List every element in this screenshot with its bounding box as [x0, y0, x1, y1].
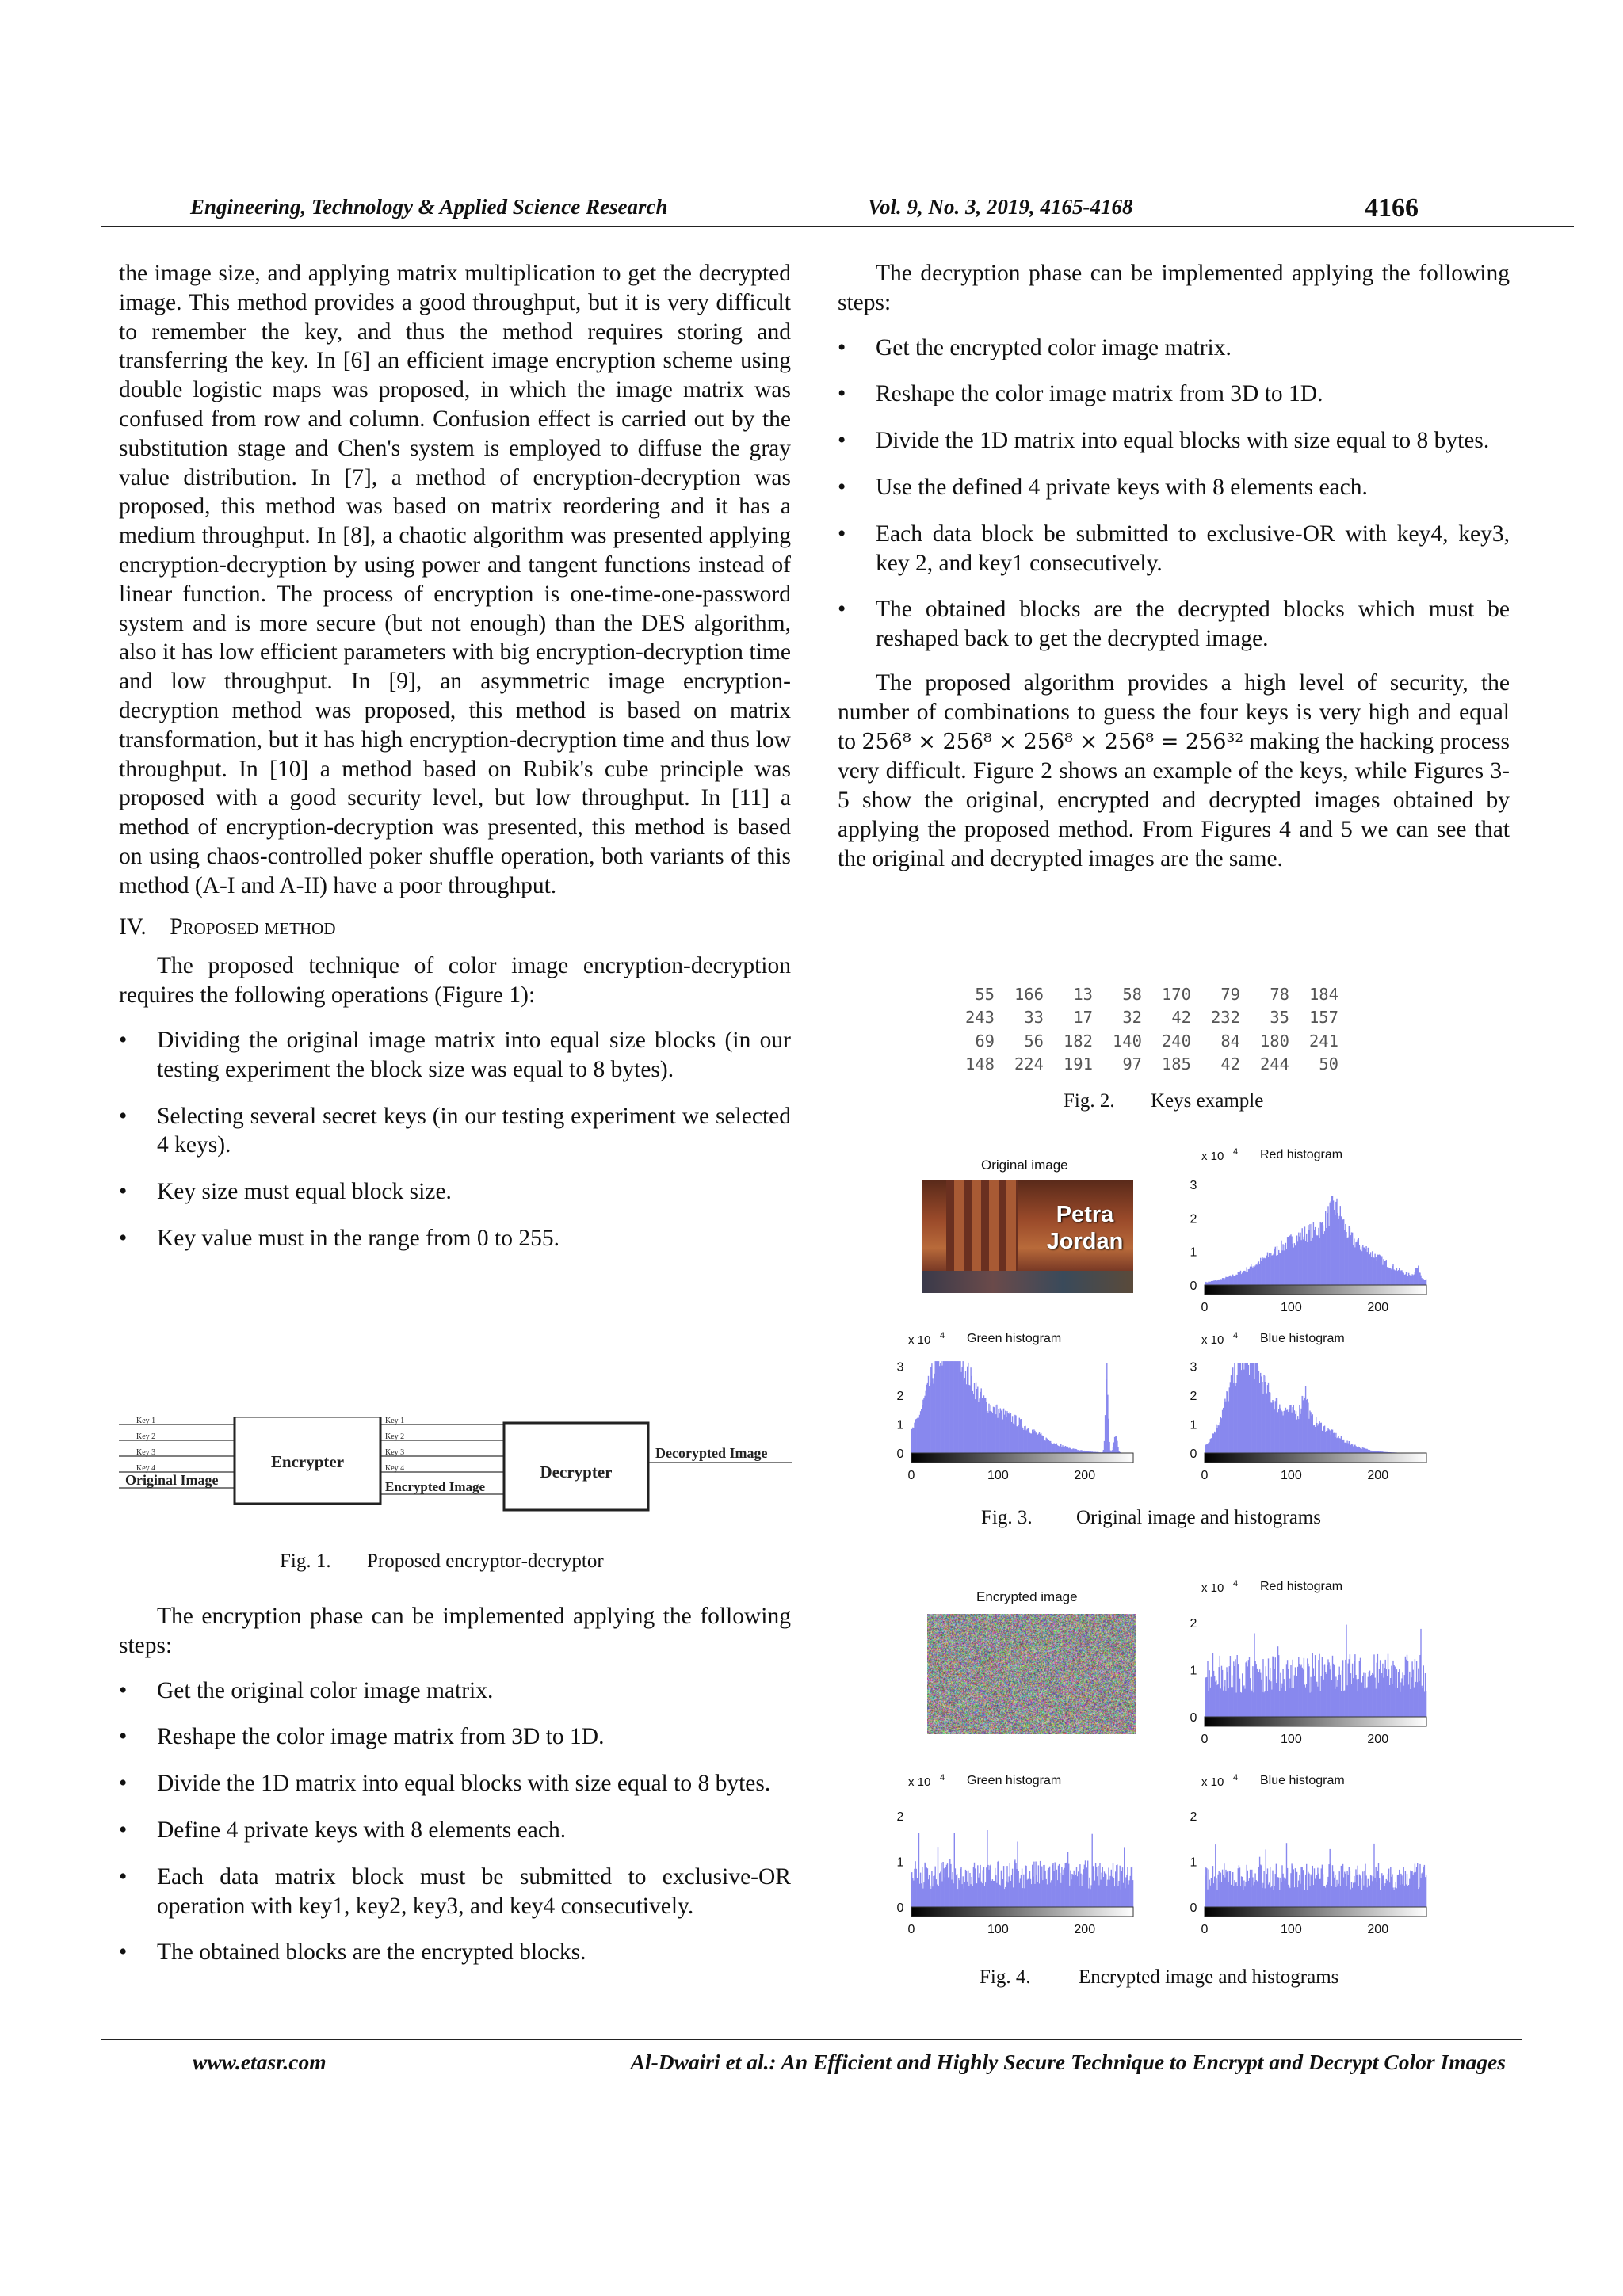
histogram-bars: [1205, 1196, 1426, 1285]
bullet-item: [838, 426, 1510, 456]
decrypted-image-label: Decorypted Image: [655, 1445, 768, 1461]
y-tick-label: 1: [896, 1418, 904, 1432]
bullet-dot: •: [838, 381, 846, 407]
bullet-item: [838, 379, 1510, 409]
intensity-colorbar: [911, 1907, 1133, 1917]
bullet-text: The obtained blocks are the encrypted blocks.: [157, 1939, 586, 1966]
y-tick-label: 0: [1190, 1901, 1197, 1915]
bullet-text: Reshape the color image matrix from 3D to 1D.: [876, 381, 1323, 407]
intensity-colorbar: [1205, 1453, 1426, 1463]
bullet-item: [119, 1224, 791, 1253]
fig2-keys-table: [945, 982, 1338, 1076]
petra-jordan-text: [1041, 1201, 1128, 1255]
fig4-caption: [980, 1966, 1338, 1989]
x-tick-label: 0: [1201, 1301, 1209, 1314]
x-tick-label: 100: [1281, 1469, 1302, 1482]
fig1-caption: [280, 1550, 604, 1573]
key-value: 17: [1073, 1008, 1093, 1028]
bullet-dot: •: [119, 1724, 128, 1750]
footer-website: www.etasr.com: [193, 2050, 327, 2074]
histogram-bars: [911, 1361, 1133, 1453]
original-red-histogram: [1181, 1141, 1442, 1323]
key-value: 232: [1210, 1008, 1240, 1028]
key-value: 42: [1220, 1055, 1240, 1074]
bullet-dot: •: [119, 1225, 128, 1251]
intensity-colorbar: [1205, 1907, 1426, 1917]
bullet-text: The obtained blocks are the decrypted blocks which must be reshaped back to get the decrypted image.: [876, 597, 1510, 652]
scale-label: x 10: [1201, 1333, 1224, 1347]
bullet-text: Reshape the color image matrix from 3D to 1D.: [157, 1724, 605, 1750]
bullet-item: [838, 595, 1510, 654]
y-tick-label: 1: [896, 1855, 904, 1870]
x-tick-label: 0: [907, 1469, 915, 1482]
encrypter-label: Encrypter: [270, 1452, 345, 1471]
footer-citation: Al-Dwairi et al.: An Efficient and Highly Secure Technique to Encrypt and Decrypt Color Images: [630, 2050, 1506, 2074]
left-column: [119, 259, 791, 1253]
bullet-dot: •: [838, 521, 846, 547]
scale-label: x 10: [1201, 1581, 1224, 1595]
section-title: Proposed method: [170, 913, 336, 940]
key-value: 184: [1308, 984, 1338, 1004]
y-tick-label: 2: [1190, 1389, 1197, 1403]
key-value: 69: [975, 1031, 995, 1051]
bullet-text: Each data matrix block must be submitted to exclusive-OR operation with key1, key2, key3, and key4 consecutively.: [157, 1863, 791, 1919]
bullet-dot: •: [119, 1939, 128, 1966]
x-tick-label: 200: [1367, 1733, 1389, 1746]
bullet-dot: •: [119, 1103, 128, 1129]
y-tick-label: 3: [896, 1360, 904, 1375]
x-tick-label: 0: [1201, 1923, 1209, 1936]
right-para-2-start: The proposed algorithm provides a high level of security, the number of combinations to guess the four keys is very high and equal to: [838, 669, 1510, 754]
bullet-dot: •: [119, 1771, 128, 1797]
x-tick-label: 100: [1281, 1923, 1302, 1936]
key-value: 32: [1122, 1008, 1142, 1028]
scale-label: x 10: [908, 1775, 931, 1789]
key-value: 42: [1171, 1008, 1191, 1028]
key-value: 140: [1112, 1031, 1142, 1051]
encrypted-blue-histogram: [1181, 1767, 1442, 1945]
bullet-text: Key size must equal block size.: [157, 1179, 452, 1205]
x-tick-label: 200: [1074, 1469, 1096, 1482]
fig4-number: Fig. 4.: [980, 1966, 1031, 1988]
bullet-dot: •: [838, 428, 846, 454]
key-value: 182: [1063, 1031, 1093, 1051]
original-image-title: Original image: [981, 1158, 1068, 1173]
scale-exponent: 4: [940, 1773, 945, 1783]
bullet-item: [838, 473, 1510, 502]
bullet-text: Divide the 1D matrix into equal blocks with size equal to 8 bytes.: [876, 428, 1490, 454]
scale-label: x 10: [1201, 1775, 1224, 1789]
fig3-caption-text: Original image and histograms: [1076, 1507, 1321, 1528]
scale-exponent: 4: [1233, 1773, 1239, 1783]
page-number: 4166: [1365, 193, 1419, 223]
bullet-item: [119, 1026, 791, 1085]
bullet-item: [119, 1102, 791, 1161]
key-value: 79: [1220, 984, 1240, 1004]
jordan-word: Jordan: [1046, 1229, 1124, 1254]
fig3-caption: [981, 1507, 1321, 1529]
key3-label-right: Key 3: [385, 1448, 405, 1457]
fig2-number: Fig. 2.: [1064, 1090, 1115, 1112]
histogram-title: Red histogram: [1260, 1580, 1343, 1593]
bullet-dot: •: [119, 1817, 128, 1843]
histogram-title: Green histogram: [967, 1332, 1062, 1345]
key-value: 224: [1014, 1055, 1044, 1074]
left-para-1: the image size, and applying matrix multiplication to get the decrypted image. This method provides a good throughput, but it is very difficult to remember the key, and thus the method requires storing and transferring the key. In [6] an efficient image encryption scheme using double logistic maps was proposed, in which the image matrix was confused from row and column. Confusion effect is carried out by the substitution stage and Chen's system is employed to diffuse the gray value distribution. In [7], a method of encryption-decryption was proposed, this method was based on matrix reordering and it has a medium throughput. In [8], a chaotic algorithm was presented applying encryption-decryption by using power and tangent functions instead of linear function. The process of encryption is one-time-one-password system and is more secure (but not enough) than the DES algorithm, also it has low efficient parameters with big encryption-decryption time and low throughput. In [9], an asymmetric image encryption-decryption method was proposed, this method is based on matrix transformation, but it has high encryption-decryption time and thus low throughput. In [10] a method based on Rubik's cube principle was proposed with a good security level, but low throughput. In [11] a method of encryption-decryption was presented, this method is based on using chaos-controlled poker shuffle operation, both variants of this method (A-I and A-II) have a poor throughput.: [119, 261, 791, 898]
decrypter-label: Decrypter: [540, 1463, 613, 1482]
histogram-title: Red histogram: [1260, 1148, 1343, 1161]
bullet-text: Get the encrypted color image matrix.: [876, 334, 1232, 360]
x-tick-label: 0: [1201, 1469, 1209, 1482]
x-tick-label: 0: [1201, 1733, 1209, 1746]
key-row: [945, 1029, 1338, 1053]
key-value: 170: [1161, 984, 1191, 1004]
key-value: 58: [1122, 984, 1142, 1004]
decryption-steps-list: [838, 334, 1510, 654]
bullet-dot: •: [838, 597, 846, 623]
key2-label-right: Key 2: [385, 1432, 405, 1441]
bullet-item: [119, 1722, 791, 1752]
bullet-item: [119, 1816, 791, 1845]
key2-label-left: Key 2: [136, 1432, 156, 1441]
y-tick-label: 2: [896, 1810, 904, 1824]
scale-exponent: 4: [1233, 1147, 1239, 1157]
intensity-colorbar: [1205, 1285, 1426, 1295]
header-rule: [101, 226, 1574, 227]
x-tick-label: 100: [1281, 1301, 1302, 1314]
key-value: 148: [964, 1055, 995, 1074]
scale-label: x 10: [1201, 1150, 1224, 1163]
key4-label-left: Key 4: [136, 1464, 156, 1473]
key-value: 33: [1024, 1008, 1044, 1028]
y-tick-label: 2: [1190, 1616, 1197, 1630]
keys-grid: [945, 982, 1338, 1076]
key-value: 35: [1270, 1008, 1289, 1028]
key-value: 157: [1308, 1008, 1338, 1028]
fig2-caption: [1064, 1090, 1263, 1112]
fig3-number: Fig. 3.: [981, 1507, 1033, 1528]
bullet-dot: •: [119, 1863, 128, 1890]
bullet-item: [838, 334, 1510, 363]
operations-list: [119, 1026, 791, 1253]
y-tick-label: 0: [1190, 1711, 1197, 1725]
bullet-item: [119, 1676, 791, 1706]
key-value: 84: [1220, 1031, 1240, 1051]
bullet-dot: •: [838, 334, 846, 360]
encrypted-red-histogram: [1181, 1573, 1442, 1755]
bullet-text: Define 4 private keys with 8 elements each.: [157, 1817, 567, 1843]
right-para-2: [838, 669, 1510, 874]
x-tick-label: 200: [1074, 1923, 1096, 1936]
scale-exponent: 4: [1233, 1331, 1239, 1341]
bullet-text: Selecting several secret keys (in our testing experiment we selected 4 keys).: [157, 1103, 791, 1158]
scale-exponent: 4: [1233, 1579, 1239, 1589]
right-para-2-end: making the hacking process very difficult. Figure 2 shows an example of the keys, while Figures 3-5 show the original, encrypted and decrypted images obtained by applying the proposed method. From Figures 4 and 5 we can see that the original and decrypted images are the same.: [838, 728, 1510, 871]
bullet-item: [119, 1863, 791, 1921]
key1-label-left: Key 1: [136, 1417, 156, 1425]
volume-info: Vol. 9, No. 3, 2019, 4165-4168: [868, 195, 1133, 219]
key-value: 13: [1073, 984, 1093, 1004]
intensity-colorbar: [911, 1453, 1133, 1463]
fig1-diagram: [119, 1417, 792, 1527]
journal-title: Engineering, Technology & Applied Science Research: [190, 195, 668, 219]
x-tick-label: 200: [1367, 1469, 1389, 1482]
treasury-facade: [946, 1180, 1018, 1276]
key-value: 166: [1014, 984, 1044, 1004]
section-number: IV.: [119, 913, 147, 940]
y-tick-label: 1: [1190, 1855, 1197, 1870]
y-tick-label: 3: [1190, 1179, 1197, 1193]
fig1-number: Fig. 1.: [280, 1550, 331, 1572]
left-para-3: The encryption phase can be implemented applying the following steps:: [119, 1604, 791, 1658]
histogram-title: Blue histogram: [1260, 1332, 1345, 1345]
y-tick-label: 2: [1190, 1810, 1197, 1824]
x-tick-label: 100: [987, 1469, 1009, 1482]
y-tick-label: 3: [1190, 1360, 1197, 1375]
bullet-dot: •: [119, 1027, 128, 1053]
histogram-bars: [911, 1830, 1133, 1907]
scale-exponent: 4: [940, 1331, 945, 1341]
bullet-item: [119, 1938, 791, 1967]
y-tick-label: 1: [1190, 1664, 1197, 1678]
bullet-dot: •: [119, 1677, 128, 1703]
right-para-1: The decryption phase can be implemented applying the following steps:: [838, 261, 1510, 315]
left-column-lower: [119, 1602, 791, 1967]
histogram-bars: [1205, 1843, 1426, 1907]
x-tick-label: 200: [1367, 1301, 1389, 1314]
key-value: 97: [1122, 1055, 1142, 1074]
bullet-text: Each data block be submitted to exclusive-OR with key4, key3, key 2, and key1 consecutively.: [876, 521, 1510, 576]
bullet-text: Dividing the original image matrix into equal size blocks (in our testing experiment the block size was equal to 8 bytes).: [157, 1027, 791, 1082]
scale-label: x 10: [908, 1333, 931, 1347]
bullet-text: Divide the 1D matrix into equal blocks with size equal to 8 bytes.: [157, 1771, 771, 1797]
encryption-steps-list: [119, 1676, 791, 1968]
encrypted-image-title: Encrypted image: [976, 1589, 1078, 1604]
bullet-text: Get the original color image matrix.: [157, 1677, 494, 1703]
key-value: 56: [1024, 1031, 1044, 1051]
y-tick-label: 0: [896, 1447, 904, 1461]
x-tick-label: 200: [1367, 1923, 1389, 1936]
key-row: [945, 982, 1338, 1006]
fig4-panel: [888, 1573, 1442, 1953]
bullet-dot: •: [838, 474, 846, 500]
key-value: 185: [1161, 1055, 1191, 1074]
key-row: [945, 1006, 1338, 1030]
bullet-dot: •: [119, 1179, 128, 1205]
bullet-text: Use the defined 4 private keys with 8 elements each.: [876, 474, 1368, 500]
key4-label-right: Key 4: [385, 1464, 405, 1473]
original-image: [922, 1180, 1133, 1293]
encrypted-image-label: Encrypted Image: [385, 1479, 486, 1494]
histogram-bars: [1205, 1363, 1422, 1453]
right-column: [838, 259, 1510, 874]
key-value: 55: [975, 984, 995, 1004]
original-green-histogram: [888, 1325, 1149, 1491]
original-image-label: Original Image: [125, 1472, 219, 1488]
histogram-title: Green histogram: [967, 1774, 1062, 1787]
key-value: 50: [1319, 1055, 1338, 1074]
encrypted-image: [927, 1614, 1136, 1734]
bullet-item: [838, 520, 1510, 578]
bullet-item: [119, 1177, 791, 1207]
x-tick-label: 100: [1281, 1733, 1302, 1746]
key-value: 241: [1308, 1031, 1338, 1051]
encrypted-green-histogram: [888, 1767, 1149, 1945]
key-value: 240: [1161, 1031, 1191, 1051]
key3-label-left: Key 3: [136, 1448, 156, 1457]
crowd: [922, 1271, 1133, 1293]
y-tick-label: 2: [1190, 1212, 1197, 1226]
histogram-title: Blue histogram: [1260, 1774, 1345, 1787]
combinations-formula: 256⁸ × 256⁸ × 256⁸ × 256⁸ = 256³²: [861, 729, 1244, 754]
y-tick-label: 1: [1190, 1245, 1197, 1260]
y-tick-label: 0: [1190, 1447, 1197, 1461]
bullet-text: Key value must in the range from 0 to 255.: [157, 1225, 559, 1251]
x-tick-label: 100: [987, 1923, 1009, 1936]
section-heading: [119, 913, 791, 942]
y-tick-label: 0: [896, 1901, 904, 1915]
fig4-caption-text: Encrypted image and histograms: [1079, 1966, 1339, 1988]
y-tick-label: 0: [1190, 1280, 1197, 1293]
histogram-bar: [1132, 1880, 1133, 1907]
key-value: 244: [1259, 1055, 1289, 1074]
key-value: 78: [1270, 984, 1289, 1004]
fig3-panel: [888, 1141, 1442, 1489]
bullet-item: [119, 1769, 791, 1798]
key-value: 243: [964, 1008, 995, 1028]
footer-rule: [101, 2039, 1522, 2040]
y-tick-label: 1: [1190, 1418, 1197, 1432]
intensity-colorbar: [1205, 1717, 1426, 1726]
fig1-caption-text: Proposed encryptor-decryptor: [367, 1550, 604, 1572]
original-blue-histogram: [1181, 1325, 1442, 1491]
x-tick-label: 0: [907, 1923, 915, 1936]
fig2-caption-text: Keys example: [1151, 1090, 1264, 1112]
left-para-2: The proposed technique of color image encryption-decryption requires the following operations (Figure 1):: [119, 953, 791, 1009]
key-row: [945, 1053, 1338, 1077]
key1-label-right: Key 1: [385, 1417, 405, 1425]
histogram-bars: [1205, 1625, 1426, 1717]
key-value: 180: [1259, 1031, 1289, 1051]
key-value: 191: [1063, 1055, 1093, 1074]
y-tick-label: 2: [896, 1389, 904, 1403]
petra-word: Petra: [1056, 1202, 1114, 1227]
